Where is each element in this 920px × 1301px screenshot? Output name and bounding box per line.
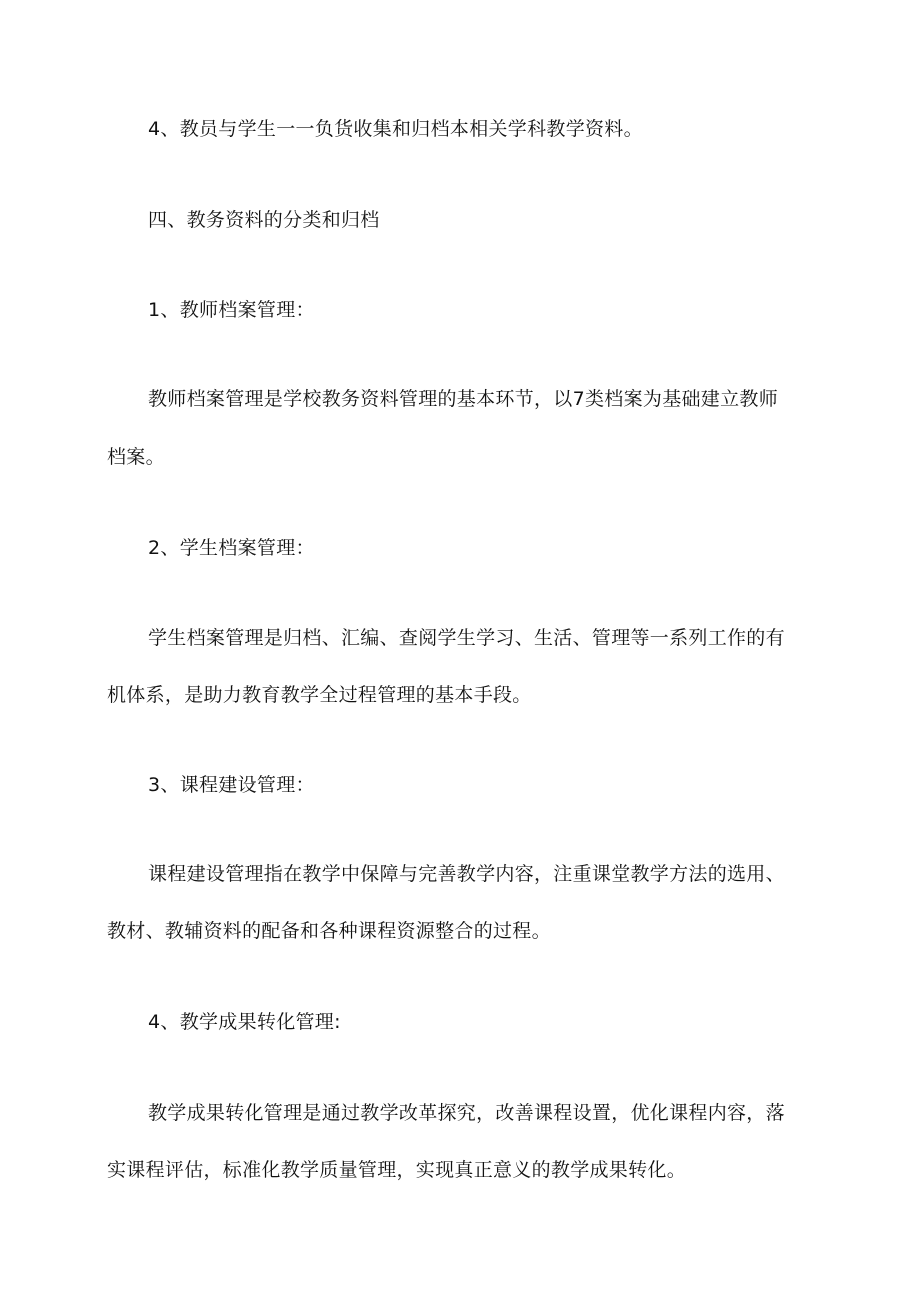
subsection-heading-course: 3、课程建设管理：: [148, 774, 315, 796]
subsection-heading-achievement: 4、教学成果转化管理:: [148, 1011, 341, 1033]
paragraph-achievement-line1: 教学成果转化管理是通过教学改革探究，改善课程设置，优化课程内容，落: [148, 1102, 785, 1124]
paragraph-course-line2: 教材、教辅资料的配备和各种课程资源整合的过程。: [107, 920, 551, 942]
paragraph-achievement-line2: 实课程评估，标准化教学质量管理，实现真正意义的教学成果转化。: [107, 1159, 687, 1181]
paragraph-student-line1: 学生档案管理是归档、汇编、查阅学生学习、生活、管理等一系列工作的有: [148, 627, 785, 649]
paragraph-teacher-line1: 教师档案管理是学校教务资料管理的基本环节，以7类档案为基础建立教师: [148, 388, 778, 410]
section-heading: 四、教务资料的分类和归档: [148, 209, 380, 231]
subsection-heading-student: 2、学生档案管理：: [148, 537, 315, 559]
paragraph-student-line2: 机体系，是助力教育教学全过程管理的基本手段。: [107, 684, 532, 706]
list-item-staff-duty: 4、教员与学生一一负货收集和归档本相关学科教学资料。: [148, 118, 643, 140]
paragraph-teacher-line2: 档案。: [107, 446, 165, 468]
subsection-heading-teacher: 1、教师档案管理：: [148, 299, 315, 321]
paragraph-course-line1: 课程建设管理指在教学中保障与完善教学内容，注重课堂教学方法的选用、: [148, 863, 785, 885]
